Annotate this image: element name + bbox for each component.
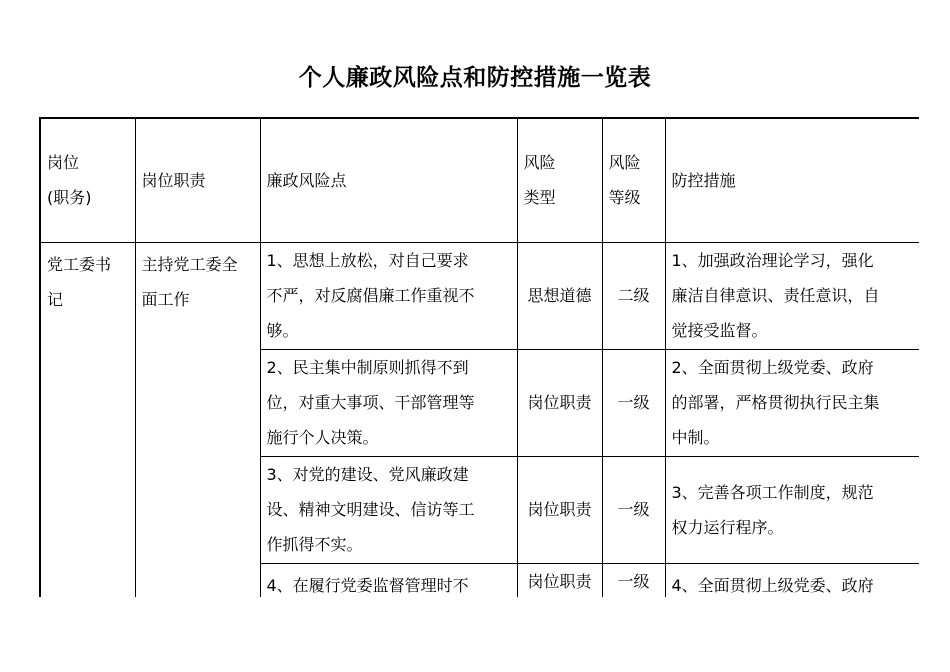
risk-type-cell: 岗位职责 xyxy=(517,456,602,563)
risk-level-cell: 一级 xyxy=(602,563,665,597)
risk-point-line: 施行个人决策。 xyxy=(266,428,379,447)
header-measures: 防控措施 xyxy=(665,118,919,242)
risk-point-cell xyxy=(260,242,517,349)
measure-line: 4、全面贯彻上级党委、政府 xyxy=(671,575,874,595)
risk-point-line: 作抓得不实。 xyxy=(266,535,363,554)
risk-point-cell xyxy=(260,563,517,597)
measure-line: 2、全面贯彻上级党委、政府 xyxy=(671,358,874,377)
measure-line: 1、加强政治理论学习，强化 xyxy=(671,251,874,270)
risk-level-cell: 二级 xyxy=(602,242,665,349)
measure-line: 3、完善各项工作制度，规范 xyxy=(671,482,874,502)
measure-cell xyxy=(665,242,919,349)
risk-type-cell: 岗位职责 xyxy=(517,563,602,597)
risk-point-line: 1、思想上放松，对自己要求 xyxy=(266,251,469,270)
header-position-line: (职务) xyxy=(47,188,92,208)
header-risk-type-line: 风险 xyxy=(523,153,556,173)
risk-point-cell xyxy=(260,349,517,456)
header-risk-type xyxy=(517,118,602,242)
measure-cell xyxy=(665,349,919,456)
measure-cell xyxy=(665,563,919,597)
risk-level-cell: 一级 xyxy=(602,456,665,563)
measure-line: 觉接受监督。 xyxy=(671,321,768,340)
table-row xyxy=(40,242,919,349)
page-title: 个人廉政风险点和防控措施一览表 xyxy=(298,65,652,92)
header-position-line: 岗位 xyxy=(47,153,80,173)
header-risk-point: 廉政风险点 xyxy=(260,118,517,242)
position-name-cell xyxy=(40,242,135,597)
risk-type-cell: 思想道德 xyxy=(517,242,602,349)
measure-line: 廉洁自律意识、责任意识，自 xyxy=(671,286,880,305)
risk-point-line: 位，对重大事项、干部管理等 xyxy=(266,393,475,412)
risk-point-cell xyxy=(260,456,517,563)
header-risk-type-line: 类型 xyxy=(523,188,556,208)
position-name-line: 记 xyxy=(47,289,64,309)
risk-table xyxy=(39,117,919,597)
measure-cell xyxy=(665,456,919,563)
risk-point-line: 2、民主集中制原则抓得不到 xyxy=(266,358,469,377)
risk-table-viewport xyxy=(39,117,919,597)
header-risk-level-line: 风险 xyxy=(608,153,641,173)
risk-point-line: 够。 xyxy=(266,321,299,340)
risk-point-line: 不严，对反腐倡廉工作重视不 xyxy=(266,286,475,305)
risk-point-line: 4、在履行党委监督管理时不 xyxy=(266,575,469,595)
table-header-row xyxy=(40,118,919,242)
header-risk-level-line: 等级 xyxy=(608,188,641,208)
position-duty-line: 主持党工委全 xyxy=(141,254,238,274)
position-name-line: 党工委书 xyxy=(47,254,112,274)
measure-line: 的部署，严格贯彻执行民主集 xyxy=(671,393,880,412)
measure-line: 权力运行程序。 xyxy=(671,517,784,537)
header-risk-level xyxy=(602,118,665,242)
position-duty-line: 面工作 xyxy=(141,289,190,309)
header-duty: 岗位职责 xyxy=(135,118,260,242)
header-position xyxy=(40,118,135,242)
risk-point-line: 设、精神文明建设、信访等工 xyxy=(266,500,475,519)
risk-type-cell: 岗位职责 xyxy=(517,349,602,456)
measure-line: 中制。 xyxy=(671,428,720,447)
risk-level-cell: 一级 xyxy=(602,349,665,456)
position-duty-cell xyxy=(135,242,260,597)
risk-point-line: 3、对党的建设、党风廉政建 xyxy=(266,465,469,484)
